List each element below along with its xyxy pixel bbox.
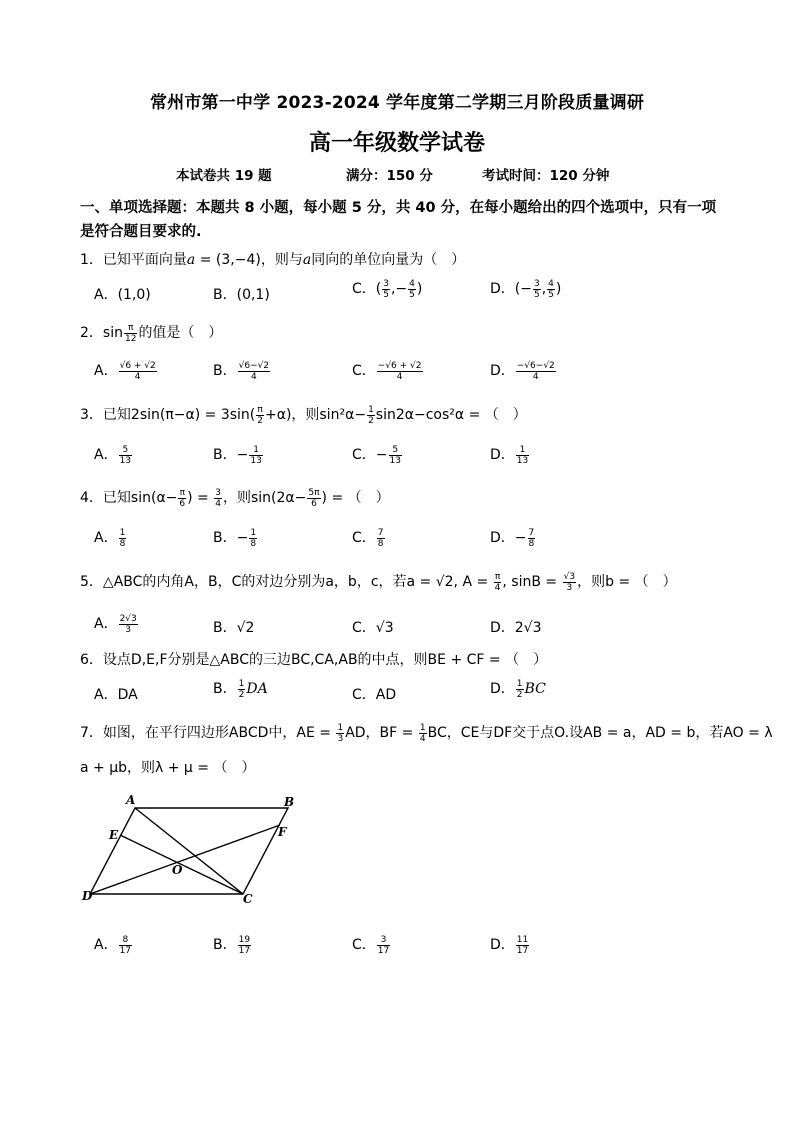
q4-option-c: C． $\frac{7}{8}$ <box>352 527 384 549</box>
meta-exam-time: 考试时间：120 分钟 <box>482 168 610 184</box>
question-7-line-1: 7．如图，在平行四边形ABCD中，AE = $\frac{1}{3}$ AD，BF = $\frac{1}{4}$ BC，CE与DF交于点O.设AB = a，AD = b，若AO = λ <box>80 722 773 744</box>
q2-option-a: A． $\frac{√6 + √2}{4}$ <box>94 360 156 382</box>
q1-option-c: C．( $\frac{3}{5}$ ,− $\frac{4}{5}$ ) <box>352 278 423 300</box>
q6-option-a: A．DA <box>94 687 138 703</box>
q7-option-d: D． $\frac{11}{17}$ <box>490 934 529 956</box>
q4-option-d: D．− $\frac{7}{8}$ <box>490 527 535 549</box>
parallelogram-figure <box>80 792 310 912</box>
segment-df <box>90 825 280 894</box>
q6-option-b: B． $\frac{1}{2}$ DA <box>213 678 268 700</box>
question-3: 3．已知2sin(π−α) = 3sin( $\frac{\pi}{2}$ +α)，则sin²α− $\frac{1}{2}$ sin2α−cos²α = （ ） <box>80 404 527 426</box>
q3-option-c: C．− $\frac{5}{13}$ <box>352 444 401 466</box>
q3-option-b: B．− $\frac{1}{13}$ <box>213 444 262 466</box>
q3-option-d: D． $\frac{1}{13}$ <box>490 444 529 466</box>
q6-option-c: C．AD <box>352 687 397 703</box>
q2-option-b: B． $\frac{√6-√2}{4}$ <box>213 360 270 382</box>
q1-option-b: B．(0,1) <box>213 287 270 303</box>
q6-option-d: D． $\frac{1}{2}$ BC <box>490 678 546 700</box>
segment-ac <box>135 808 243 894</box>
label-a: A <box>126 793 136 807</box>
label-e: E <box>109 828 119 842</box>
question-4: 4．已知sin(α− $\frac{\pi}{6}$ ) = $\frac{3}{4}$ ，则sin(2α− $\frac{5\pi}{6}$ ) = （ ） <box>80 487 390 509</box>
question-7-line-2: a + μb，则λ + μ = （ ） <box>80 760 256 776</box>
q7-option-c: C． $\frac{3}{17}$ <box>352 934 390 956</box>
q5-option-b: B．√2 <box>213 620 255 636</box>
label-f: F <box>278 825 287 839</box>
question-2: 2．sin $\frac{\pi}{12}$ 的值是（ ） <box>80 322 223 344</box>
q1-option-d: D．(− $\frac{3}{5}$ , $\frac{4}{5}$ ) <box>490 278 562 300</box>
meta-question-count: 本试卷共 19 题 <box>176 168 272 184</box>
label-o: O <box>172 863 183 877</box>
q4-option-b: B．− $\frac{1}{8}$ <box>213 527 257 549</box>
exam-title: 常州市第一中学 2023-2024 学年度第二学期三月阶段质量调研 <box>149 93 645 113</box>
label-d: D <box>82 889 93 903</box>
q2-option-c: C． $\frac{-√6 + √2}{4}$ <box>352 360 422 382</box>
question-1: 1．已知平面向量a = (3,−4)，则与a同向的单位向量为（ ） <box>80 252 466 268</box>
q7-option-b: B． $\frac{19}{17}$ <box>213 934 251 956</box>
q7-option-a: A． $\frac{8}{17}$ <box>94 934 132 956</box>
meta-total-score: 满分：150 分 <box>346 168 433 184</box>
question-5: 5．△ABC的内角A，B，C的对边分别为a，b，c，若a = √2, A = $\frac{\pi}{4}$ , sinB = $\frac{√3}{3}$ ，则b = （ ） <box>80 571 677 593</box>
q3-option-a: A． $\frac{5}{13}$ <box>94 444 132 466</box>
q2-option-d: D． $\frac{-√6-√2}{4}$ <box>490 360 555 382</box>
label-c: C <box>243 892 253 906</box>
label-b: B <box>284 795 295 809</box>
section-heading: 一、单项选择题：本题共 8 小题，每小题 5 分，共 40 分，在每小题给出的四个选项中，只有一项是符合题目要求的. <box>80 200 717 240</box>
q5-option-c: C．√3 <box>352 620 394 636</box>
q5-option-a: A． $\frac{2√3}{3}$ <box>94 613 137 635</box>
q5-option-d: D．2√3 <box>490 620 542 636</box>
q1-option-a: A．(1,0) <box>94 287 151 303</box>
question-6: 6．设点D,E,F分别是△ABC的三边BC,CA,AB的中点，则BE + CF = （ ） <box>80 652 548 668</box>
q4-option-a: A． $\frac{1}{8}$ <box>94 527 126 549</box>
exam-subtitle: 高一年级数学试卷 <box>308 131 485 156</box>
